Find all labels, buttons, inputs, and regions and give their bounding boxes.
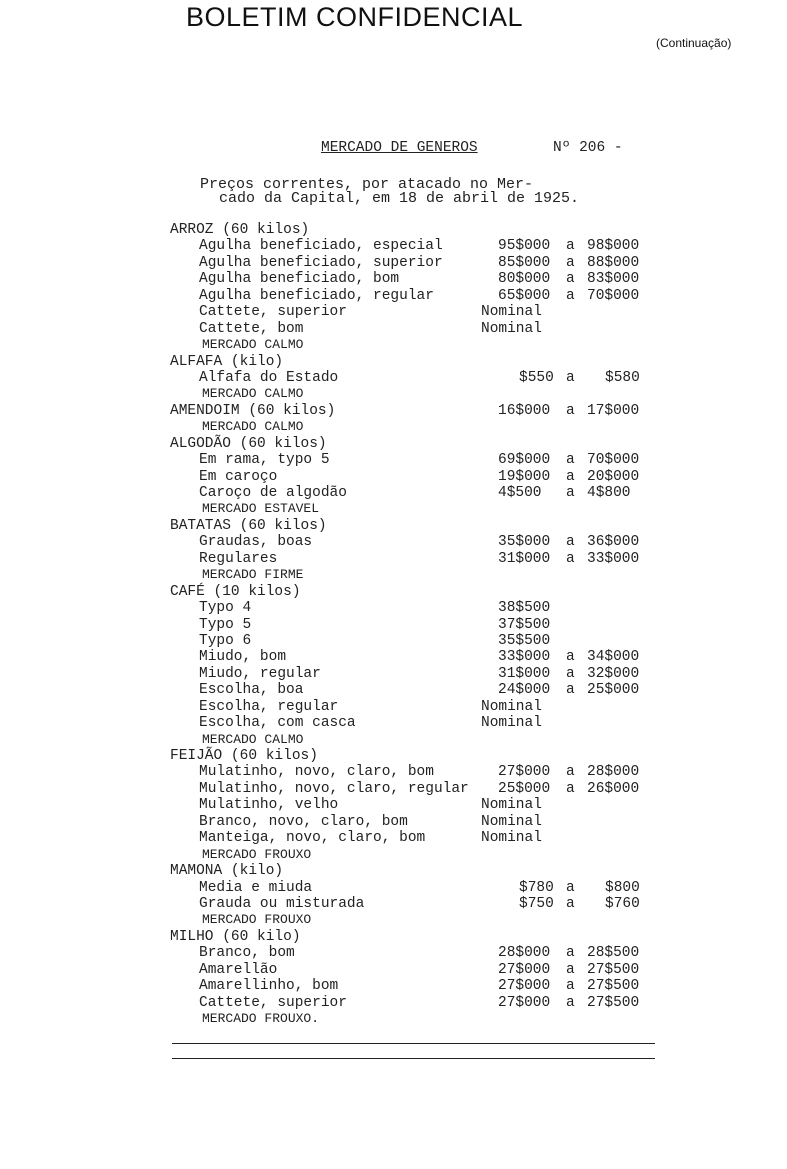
price-list	[0, 222, 787, 1027]
price-min: 31$000	[498, 550, 551, 567]
price-max: 4$800	[587, 485, 631, 501]
price-min: 85$000	[498, 254, 551, 271]
price-row	[0, 469, 787, 485]
price-nominal: Nominal	[481, 304, 542, 321]
market-status	[0, 419, 787, 435]
price-max: 28$500	[587, 945, 640, 962]
row-label: MERCADO FROUXO	[202, 846, 312, 862]
row-label: Mulatinho, novo, claro, bom	[199, 764, 434, 781]
row-label: MAMONA (kilo)	[170, 863, 284, 880]
row-label: Amarellão	[199, 961, 278, 978]
price-row	[0, 830, 787, 846]
row-label: MERCADO FROUXO.	[202, 1011, 320, 1026]
price-nominal: Nominal	[481, 830, 542, 847]
commodity-heading	[0, 403, 787, 419]
row-label: FEIJÃO (60 kilos)	[170, 748, 318, 764]
divider-line	[172, 1043, 655, 1044]
row-label: Graudas, boas	[199, 534, 313, 551]
divider-line	[172, 1058, 655, 1059]
price-row	[0, 682, 787, 698]
price-separator: a	[566, 287, 575, 304]
price-max: $760	[605, 895, 640, 912]
row-label: Agulha beneficiado, superior	[199, 254, 443, 271]
price-separator: a	[566, 452, 575, 469]
row-label: MERCADO CALMO	[202, 419, 304, 435]
row-label: Miudo, regular	[199, 665, 321, 682]
price-separator: a	[566, 682, 575, 699]
market-status	[0, 732, 787, 748]
commodity-heading	[0, 863, 787, 879]
price-row	[0, 978, 787, 994]
price-separator: a	[566, 468, 575, 485]
row-label: Regulares	[199, 550, 278, 567]
price-max: 32$000	[587, 665, 640, 682]
price-max: 27$500	[587, 961, 640, 978]
price-min: 27$000	[498, 764, 551, 781]
price-separator: a	[566, 764, 575, 781]
price-max: 20$000	[587, 468, 640, 485]
price-row	[0, 304, 787, 320]
row-label: Agulha beneficiado, bom	[199, 271, 400, 288]
price-row	[0, 880, 787, 896]
price-separator: a	[566, 238, 575, 255]
price-min: 31$000	[498, 665, 551, 682]
price-max: 25$000	[587, 682, 640, 699]
price-max: 70$000	[587, 452, 640, 469]
row-label: Mulatinho, novo, claro, regular	[199, 780, 469, 797]
row-label: MERCADO CALMO	[202, 337, 304, 353]
commodity-heading	[0, 929, 787, 945]
price-row	[0, 764, 787, 780]
price-min: 19$000	[498, 468, 551, 485]
price-max: 28$000	[587, 764, 640, 781]
price-min: $550	[519, 369, 554, 386]
price-separator: a	[566, 994, 575, 1011]
market-status	[0, 501, 787, 517]
price-max: 26$000	[587, 780, 640, 797]
row-label: Escolha, regular	[199, 698, 339, 715]
price-min: $780	[519, 879, 554, 896]
row-label: Typo 5	[199, 616, 252, 633]
price-max: $800	[605, 879, 640, 896]
row-label: Agulha beneficiado, regular	[199, 287, 434, 304]
row-label: Media e miuda	[199, 879, 313, 896]
price-row	[0, 321, 787, 337]
price-row	[0, 995, 787, 1011]
row-label: ARROZ (60 kilos)	[170, 222, 310, 238]
row-label: Miudo, bom	[199, 649, 287, 666]
price-max: 98$000	[587, 238, 640, 255]
price-row	[0, 649, 787, 665]
price-row	[0, 699, 787, 715]
commodity-heading	[0, 518, 787, 534]
price-row	[0, 255, 787, 271]
commodity-heading	[0, 748, 787, 764]
row-label: Cattete, superior	[199, 994, 347, 1011]
row-label: Branco, bom	[199, 945, 295, 962]
price-row	[0, 600, 787, 616]
price-max: 88$000	[587, 254, 640, 271]
market-status	[0, 567, 787, 583]
price-min: 35$000	[498, 534, 551, 551]
price-row	[0, 271, 787, 287]
row-label: MERCADO FROUXO	[202, 912, 312, 928]
price-row	[0, 288, 787, 304]
row-label: AMENDOIM (60 kilos)	[170, 402, 336, 419]
price-nominal: Nominal	[481, 698, 542, 715]
price-separator: a	[566, 895, 575, 912]
row-label: Escolha, com casca	[199, 715, 356, 732]
price-row	[0, 617, 787, 633]
price-min: 25$000	[498, 780, 551, 797]
row-label: Amarellinho, bom	[199, 978, 339, 995]
commodity-heading	[0, 354, 787, 370]
market-status	[0, 337, 787, 353]
price-separator: a	[566, 254, 575, 271]
price-min: 27$000	[498, 978, 551, 995]
row-label: CAFÉ (10 kilos)	[170, 583, 301, 600]
price-row	[0, 896, 787, 912]
price-separator: a	[566, 550, 575, 567]
continuation-label: (Continuação)	[656, 36, 732, 50]
section-title: MERCADO DE GENEROS	[321, 140, 478, 156]
price-row	[0, 238, 787, 254]
document-title: BOLETIM CONFIDENCIAL	[186, 2, 524, 32]
price-max: 33$000	[587, 550, 640, 567]
price-separator: a	[566, 485, 575, 501]
price-min: 16$000	[498, 402, 551, 419]
price-min: 28$000	[498, 945, 551, 962]
market-status	[0, 386, 787, 402]
row-label: MERCADO CALMO	[202, 386, 304, 402]
row-label: Alfafa do Estado	[199, 369, 339, 386]
intro-line-2: cado da Capital, em 18 de abril de 1925.	[219, 190, 580, 207]
row-label: Branco, novo, claro, bom	[199, 813, 408, 830]
bulletin-number: Nº 206 -	[553, 140, 623, 156]
price-max: 70$000	[587, 287, 640, 304]
price-separator: a	[566, 961, 575, 978]
price-min: 35$500	[498, 632, 551, 649]
row-label: ALGODÃO (60 kilos)	[170, 435, 327, 452]
price-row	[0, 633, 787, 649]
price-min: $750	[519, 895, 554, 912]
row-label: Em rama, typo 5	[199, 452, 330, 469]
price-max: 27$500	[587, 994, 640, 1011]
price-min: 65$000	[498, 287, 551, 304]
price-max: $580	[605, 369, 640, 386]
price-min: 27$000	[498, 994, 551, 1011]
price-separator: a	[566, 978, 575, 995]
row-label: Em caroço	[199, 468, 278, 485]
price-min: 38$500	[498, 600, 551, 617]
price-nominal: Nominal	[481, 320, 542, 337]
row-label: Cattete, bom	[199, 320, 304, 337]
price-separator: a	[566, 879, 575, 896]
row-label: Agulha beneficiado, especial	[199, 238, 443, 255]
price-row	[0, 534, 787, 550]
row-label: Cattete, superior	[199, 304, 347, 321]
price-min: 37$500	[498, 616, 551, 633]
price-row	[0, 715, 787, 731]
row-label: MERCADO CALMO	[202, 731, 304, 747]
price-row	[0, 797, 787, 813]
commodity-heading	[0, 584, 787, 600]
price-nominal: Nominal	[481, 797, 542, 814]
price-row	[0, 666, 787, 682]
row-label: ALFAFA (kilo)	[170, 353, 284, 370]
row-label: Manteiga, novo, claro, bom	[199, 830, 426, 847]
row-label: Escolha, boa	[199, 682, 304, 699]
price-row	[0, 551, 787, 567]
price-separator: a	[566, 369, 575, 386]
price-nominal: Nominal	[481, 715, 542, 732]
price-min: 95$000	[498, 238, 551, 255]
row-label: Caroço de algodão	[199, 485, 347, 501]
price-min: 80$000	[498, 271, 551, 288]
commodity-heading	[0, 436, 787, 452]
price-separator: a	[566, 649, 575, 666]
price-row	[0, 370, 787, 386]
price-row	[0, 962, 787, 978]
market-status	[0, 1011, 787, 1027]
price-row	[0, 781, 787, 797]
price-min: 24$000	[498, 682, 551, 699]
price-min: 4$500	[498, 485, 542, 501]
price-max: 17$000	[587, 402, 640, 419]
row-label: Typo 6	[199, 632, 252, 649]
commodity-heading	[0, 222, 787, 238]
row-label: Typo 4	[199, 600, 252, 617]
intro-line-1: Preços correntes, por atacado no Mer-	[200, 176, 534, 193]
price-separator: a	[566, 271, 575, 288]
price-max: 83$000	[587, 271, 640, 288]
price-separator: a	[566, 945, 575, 962]
price-separator: a	[566, 780, 575, 797]
market-status	[0, 912, 787, 928]
market-status	[0, 847, 787, 863]
price-nominal: Nominal	[481, 813, 542, 830]
row-label: Mulatinho, velho	[199, 797, 339, 814]
row-label: MILHO (60 kilo)	[170, 928, 301, 945]
price-row	[0, 814, 787, 830]
price-min: 33$000	[498, 649, 551, 666]
row-label: Grauda ou misturada	[199, 895, 365, 912]
price-max: 27$500	[587, 978, 640, 995]
row-label: BATATAS (60 kilos)	[170, 517, 327, 534]
price-min: 27$000	[498, 961, 551, 978]
price-max: 34$000	[587, 649, 640, 666]
price-separator: a	[566, 665, 575, 682]
price-min: 69$000	[498, 452, 551, 469]
price-max: 36$000	[587, 534, 640, 551]
row-label: MERCADO FIRME	[202, 567, 304, 583]
price-separator: a	[566, 402, 575, 419]
price-row	[0, 452, 787, 468]
row-label: MERCADO ESTAVEL	[202, 501, 320, 517]
price-row	[0, 945, 787, 961]
price-separator: a	[566, 534, 575, 551]
price-row	[0, 485, 787, 501]
